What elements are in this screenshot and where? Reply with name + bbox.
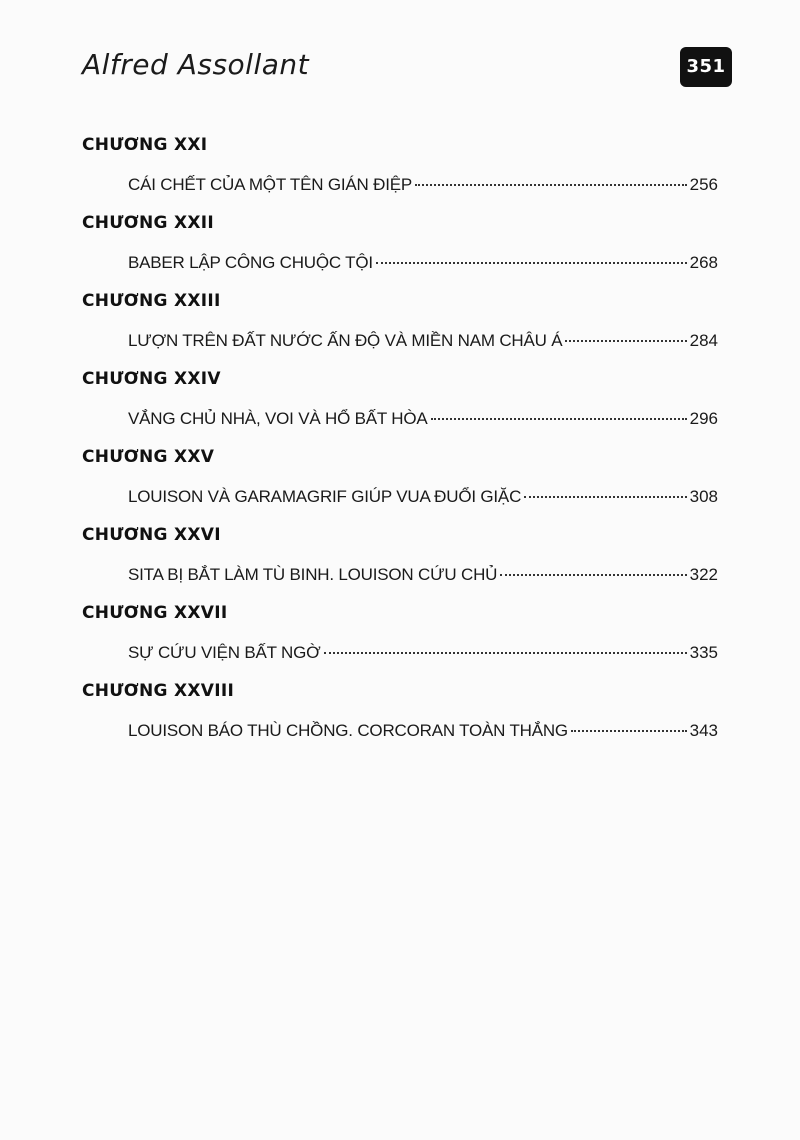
toc-entry[interactable] [128, 406, 718, 432]
toc-entry[interactable] [128, 328, 718, 354]
toc-entry[interactable] [128, 640, 718, 666]
toc-entry[interactable] [128, 718, 718, 744]
chapter-title: CHƯƠNG XXI [82, 135, 208, 155]
dot-leader [571, 730, 687, 732]
chapter-title: CHƯƠNG XXVIII [82, 681, 235, 701]
running-header-author: Alfred Assollant [82, 48, 310, 81]
toc-entry[interactable] [128, 562, 718, 588]
entry-title: SITA BỊ BẮT LÀM TÙ BINH. LOUISON CỨU CHỦ [128, 565, 498, 584]
chapter-title: CHƯƠNG XXIV [82, 369, 221, 389]
entry-title: SỰ CỨU VIỆN BẤT NGỜ [128, 643, 321, 662]
toc-chapter-23 [82, 288, 722, 354]
dot-leader [415, 184, 687, 186]
dot-leader [565, 340, 686, 342]
dot-leader [376, 262, 687, 264]
toc-chapter-26 [82, 522, 722, 588]
entry-page-number: 296 [689, 409, 718, 428]
entry-page-number: 322 [689, 565, 718, 584]
toc-chapter-28 [82, 678, 722, 744]
toc-chapter-22 [82, 210, 722, 276]
dot-leader [524, 496, 686, 498]
entry-page-number: 308 [689, 487, 718, 506]
entry-title: CÁI CHẾT CỦA MỘT TÊN GIÁN ĐIỆP [128, 175, 412, 194]
chapter-title: CHƯƠNG XXV [82, 447, 215, 467]
entry-title: BABER LẬP CÔNG CHUỘC TỘI [128, 253, 373, 272]
chapter-title: CHƯƠNG XXVI [82, 525, 221, 545]
dot-leader [324, 652, 687, 654]
toc-chapter-24 [82, 366, 722, 432]
toc-entry[interactable] [128, 250, 718, 276]
entry-page-number: 335 [689, 643, 718, 662]
entry-page-number: 343 [689, 721, 718, 740]
dot-leader [500, 574, 686, 576]
entry-page-number: 256 [689, 175, 718, 194]
page-number-badge: 351 [680, 47, 732, 87]
chapter-title: CHƯƠNG XXVII [82, 603, 228, 623]
entry-page-number: 284 [689, 331, 718, 350]
dot-leader [431, 418, 687, 420]
entry-title: VẮNG CHỦ NHÀ, VOI VÀ HỔ BẤT HÒA [128, 409, 428, 428]
entry-title: LOUISON VÀ GARAMAGRIF GIÚP VUA ĐUỔI GIẶC [128, 487, 522, 506]
toc-entry[interactable] [128, 172, 718, 198]
chapter-title: CHƯƠNG XXII [82, 213, 215, 233]
entry-title: LOUISON BÁO THÙ CHỒNG. CORCORAN TOÀN THẮNG [128, 721, 568, 740]
entry-title: LƯỢN TRÊN ĐẤT NƯỚC ẤN ĐỘ VÀ MIỀN NAM CHÂU Á [128, 331, 563, 350]
chapter-title: CHƯƠNG XXIII [82, 291, 221, 311]
entry-page-number: 268 [689, 253, 718, 272]
toc-entry[interactable] [128, 484, 718, 510]
toc-chapter-27 [82, 600, 722, 666]
toc-chapter-21 [82, 132, 722, 198]
toc-chapter-25 [82, 444, 722, 510]
